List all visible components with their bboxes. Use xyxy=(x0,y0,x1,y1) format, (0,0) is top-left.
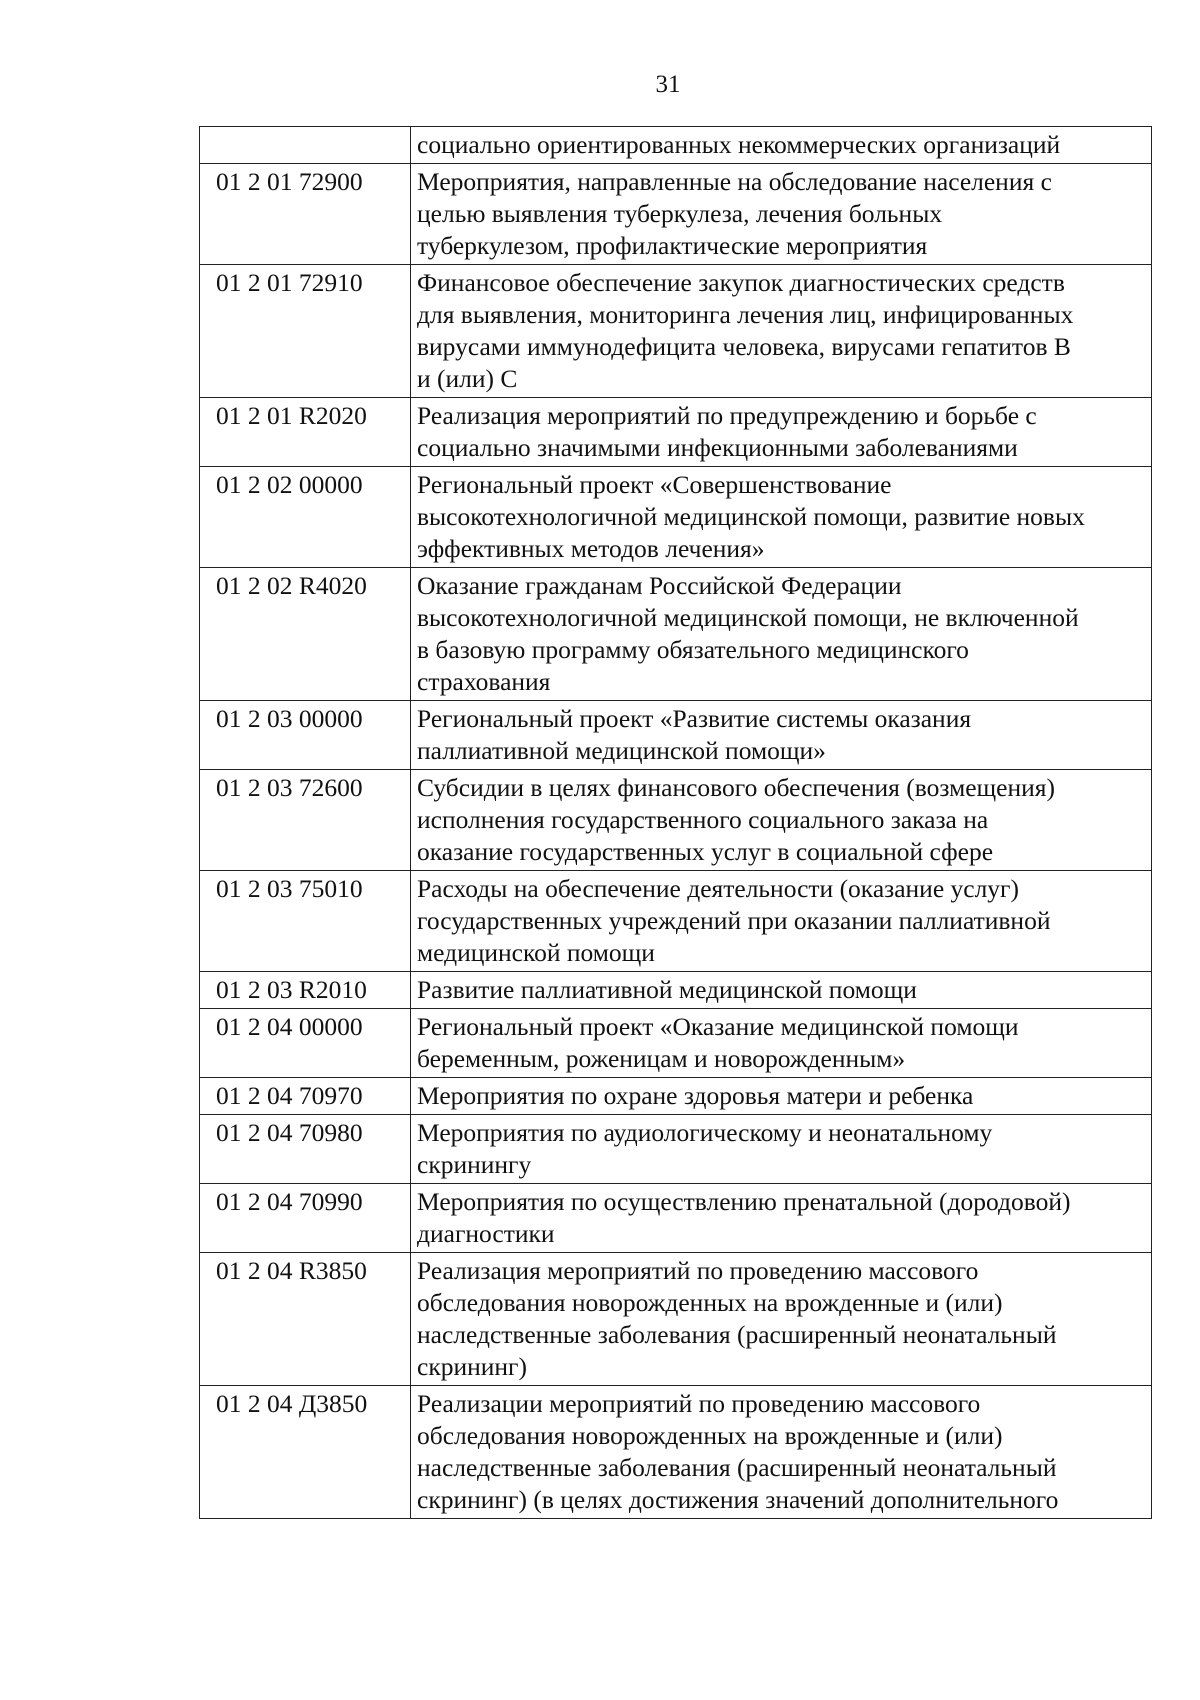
code-cell: 01 2 01 72900 xyxy=(200,164,411,265)
code-cell: 01 2 04 70970 xyxy=(200,1078,411,1115)
description-cell: Мероприятия по охране здоровья матери и ребенка xyxy=(411,1078,1152,1115)
code-cell: 01 2 04 Д3850 xyxy=(200,1386,411,1519)
table-row xyxy=(200,871,1152,972)
code-cell: 01 2 03 R2010 xyxy=(200,972,411,1009)
table-body xyxy=(200,127,1152,1519)
code-cell: 01 2 04 R3850 xyxy=(200,1253,411,1386)
table-row xyxy=(200,1009,1152,1078)
table-row xyxy=(200,1184,1152,1253)
table-row xyxy=(200,1253,1152,1386)
description-cell: Расходы на обеспечение деятельности (оказание услуг) государственных учреждений при оказании паллиативной медицинской помощи xyxy=(411,871,1152,972)
table-row xyxy=(200,265,1152,398)
table-row xyxy=(200,467,1152,568)
table-row xyxy=(200,701,1152,770)
code-cell: 01 2 04 70990 xyxy=(200,1184,411,1253)
description-cell: Реализация мероприятий по предупреждению и борьбе с социально значимыми инфекционными заболеваниями xyxy=(411,398,1152,467)
description-cell: Мероприятия по аудиологическому и неонатальному скринингу xyxy=(411,1115,1152,1184)
description-cell: Реализации мероприятий по проведению массового обследования новорожденных на врожденные и (или) наследственные заболевания (расширенный неонатальный скрининг) (в целях достижения значений дополнительного xyxy=(411,1386,1152,1519)
table-row xyxy=(200,1115,1152,1184)
code-cell: 01 2 01 72910 xyxy=(200,265,411,398)
description-cell: Развитие паллиативной медицинской помощи xyxy=(411,972,1152,1009)
description-cell: Региональный проект «Развитие системы оказания паллиативной медицинской помощи» xyxy=(411,701,1152,770)
table-row xyxy=(200,398,1152,467)
description-cell: Мероприятия, направленные на обследование населения с целью выявления туберкулеза, лечения больных туберкулезом, профилактические мероприятия xyxy=(411,164,1152,265)
table-row xyxy=(200,568,1152,701)
table-row xyxy=(200,127,1152,164)
code-cell: 01 2 04 00000 xyxy=(200,1009,411,1078)
description-cell: Финансовое обеспечение закупок диагностических средств для выявления, мониторинга лечения лиц, инфицированных вирусами иммунодефицита человека, вирусами гепатитов В и (или) С xyxy=(411,265,1152,398)
description-cell: социально ориентированных некоммерческих организаций xyxy=(411,127,1152,164)
description-cell: Региональный проект «Оказание медицинской помощи беременным, роженицам и новорожденным» xyxy=(411,1009,1152,1078)
code-cell: 01 2 01 R2020 xyxy=(200,398,411,467)
code-cell: 01 2 02 R4020 xyxy=(200,568,411,701)
description-cell: Реализация мероприятий по проведению массового обследования новорожденных на врожденные и (или) наследственные заболевания (расширенный неонатальный скрининг) xyxy=(411,1253,1152,1386)
description-cell: Оказание гражданам Российской Федерации высокотехнологичной медицинской помощи, не включенной в базовую программу обязательного медицинского страхования xyxy=(411,568,1152,701)
budget-classification-table xyxy=(199,126,1152,1519)
code-cell: 01 2 03 00000 xyxy=(200,701,411,770)
code-cell xyxy=(200,127,411,164)
table-row xyxy=(200,770,1152,871)
description-cell: Региональный проект «Совершенствование высокотехнологичной медицинской помощи, развитие новых эффективных методов лечения» xyxy=(411,467,1152,568)
table-row xyxy=(200,1078,1152,1115)
table-row xyxy=(200,972,1152,1009)
page-number: 31 xyxy=(655,71,681,98)
table-row xyxy=(200,164,1152,265)
code-cell: 01 2 03 75010 xyxy=(200,871,411,972)
table-row xyxy=(200,1386,1152,1519)
description-cell: Субсидии в целях финансового обеспечения (возмещения) исполнения государственного социального заказа на оказание государственных услуг в социальной сфере xyxy=(411,770,1152,871)
code-cell: 01 2 03 72600 xyxy=(200,770,411,871)
code-cell: 01 2 02 00000 xyxy=(200,467,411,568)
code-cell: 01 2 04 70980 xyxy=(200,1115,411,1184)
description-cell: Мероприятия по осуществлению пренатальной (дородовой) диагностики xyxy=(411,1184,1152,1253)
